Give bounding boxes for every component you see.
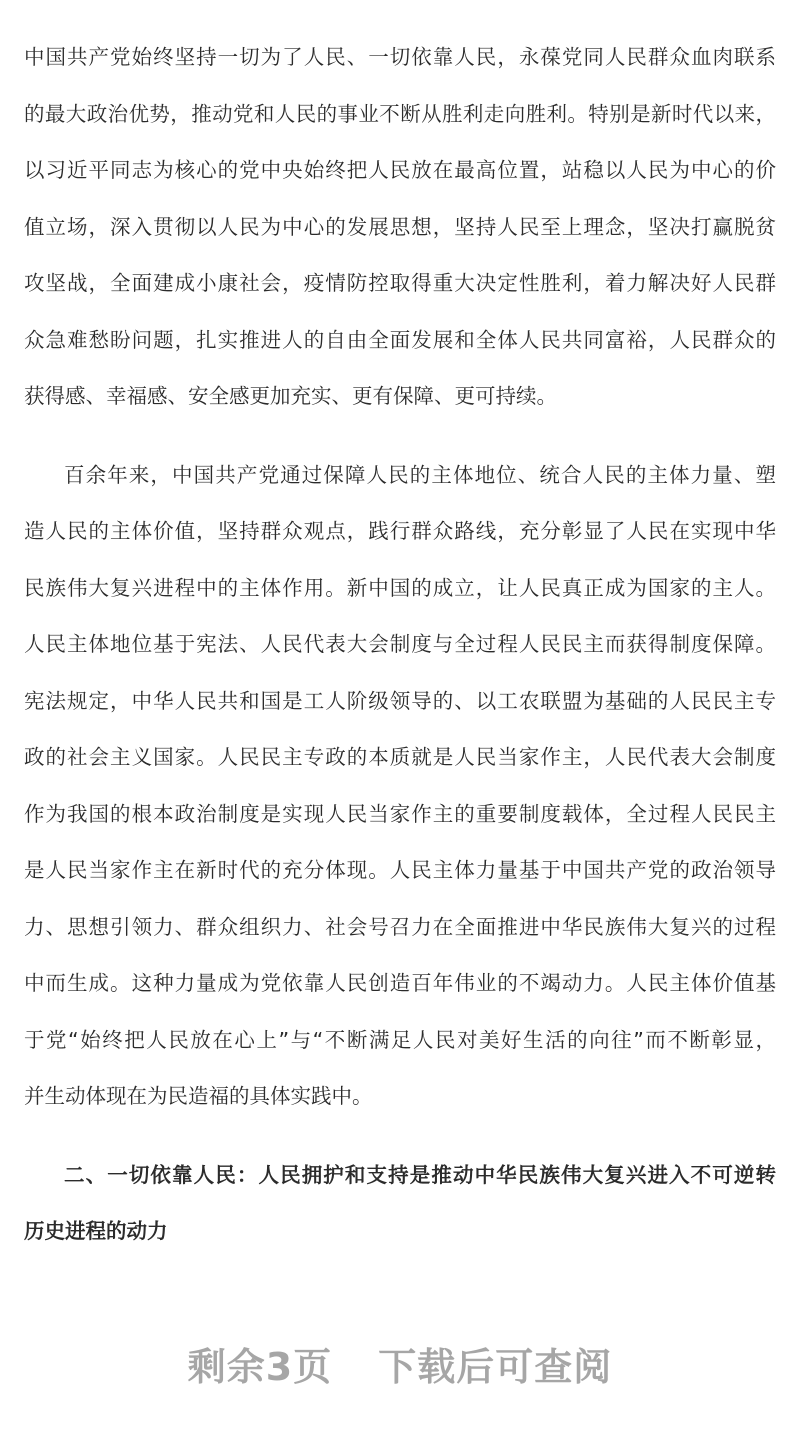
text-line: 以习近平同志为核心的党中央始终把人民放在最高位置，站稳以人民为中心的价 [24, 158, 776, 182]
remaining-pages-label: 剩余3页 [187, 1345, 333, 1389]
text-line: 民族伟大复兴进程中的主体作用。新中国的成立，让人民真正成为国家的主人。 [24, 575, 776, 600]
section-heading [24, 1147, 776, 1260]
download-more-link[interactable] [0, 1336, 800, 1391]
paragraph-1 [24, 29, 776, 425]
text-line: 获得感、幸福感、安全感更加充实、更有保障、更可持续。 [24, 384, 557, 408]
document-body [24, 29, 776, 1282]
heading-line: 二、一切依靠人民：人民拥护和支持是推动中华民族伟大复兴进入不可逆转 [64, 1162, 776, 1187]
text-line: 宪法规定，中华人民共和国是工人阶级领导的、以工农联盟为基础的人民民主专 [24, 688, 776, 713]
text-line: 作为我国的根本政治制度是实现人民当家作主的重要制度载体，全过程人民民主 [24, 801, 776, 826]
paragraph-2 [24, 447, 776, 1125]
text-line: 人民主体地位基于宪法、人民代表大会制度与全过程人民民主而获得制度保障。 [24, 632, 776, 656]
text-line: 是人民当家作主在新时代的充分体现。人民主体力量基于中国共产党的政治领导 [24, 858, 776, 882]
text-line: 造人民的主体价值，坚持群众观点，践行群众路线，充分彰显了人民在实现中华 [24, 519, 776, 543]
text-line: 中而生成。这种力量成为党依靠人民创造百年伟业的不竭动力。人民主体价值基 [24, 971, 776, 995]
text-line: 百余年来，中国共产党通过保障人民的主体地位、统合人民的主体力量、塑 [64, 462, 776, 487]
download-to-view-label: 下载后可查阅 [378, 1345, 613, 1389]
text-line: 中国共产党始终坚持一切为了人民、一切依靠人民，永葆党同人民群众血肉联系 [24, 45, 776, 69]
text-line: 并生动体现在为民造福的具体实践中。 [24, 1084, 373, 1108]
heading-line: 历史进程的动力 [24, 1219, 168, 1243]
text-line: 力、思想引领力、群众组织力、社会号召力在全面推进中华民族伟大复兴的过程 [24, 914, 776, 939]
text-line: 的最大政治优势，推动党和人民的事业不断从胜利走向胜利。特别是新时代以来， [24, 101, 776, 126]
text-line: 政的社会主义国家。人民民主专政的本质就是人民当家作主，人民代表大会制度 [24, 745, 776, 769]
text-line: 于党“始终把人民放在心上”与“不断满足人民对美好生活的向往”而不断彰显， [24, 1027, 776, 1052]
text-line: 值立场，深入贯彻以人民为中心的发展思想，坚持人民至上理念，坚决打赢脱贫 [24, 214, 776, 239]
text-line: 攻坚战，全面建成小康社会，疫情防控取得重大决定性胜利，着力解决好人民群 [24, 271, 776, 295]
text-line: 众急难愁盼问题，扎实推进人的自由全面发展和全体人民共同富裕，人民群众的 [24, 327, 776, 352]
